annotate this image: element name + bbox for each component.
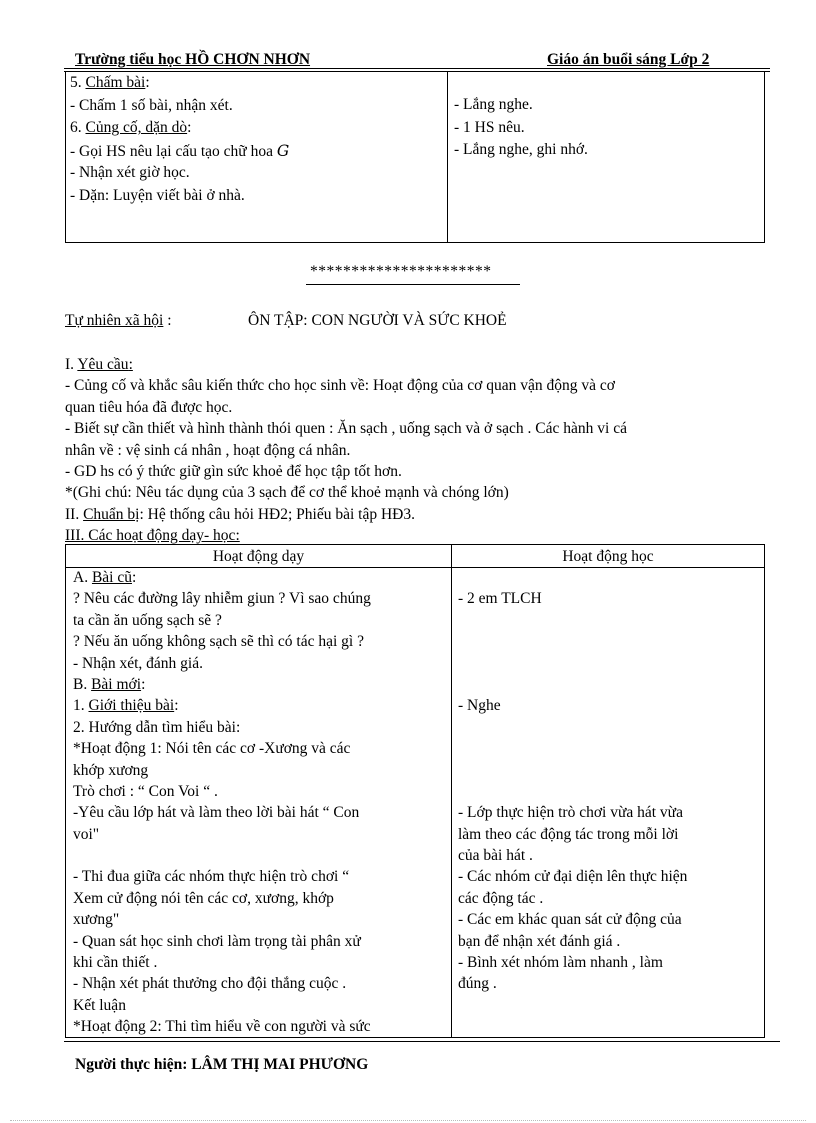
teacher-line: xương" xyxy=(73,911,120,929)
teacher-line: Xem cử động nói tên các cơ, xương, khớp xyxy=(73,889,334,907)
prep-line: II. Chuẩn bị: Hệ thống câu hỏi HĐ2; Phiếu bài tập HĐ3. xyxy=(65,505,415,523)
top-table-left xyxy=(70,72,289,208)
teacher-line: - Nhận xét, đánh giá. xyxy=(73,654,203,672)
requirements-line: quan tiêu hóa đã được học. xyxy=(65,398,233,416)
student-line xyxy=(458,653,687,674)
teacher-line: khớp xương xyxy=(73,761,149,779)
student-line: bạn để nhận xét đánh giá . xyxy=(458,932,621,950)
student-line: - Các nhóm cử đại diện lên thực hiện xyxy=(458,868,688,886)
col-student-header: Hoạt động học xyxy=(562,548,654,565)
requirements-line: *(Ghi chú: Nêu tác dụng của 3 sạch để cơ thể khoẻ mạnh và chóng lớn) xyxy=(65,484,509,502)
teacher-line: - Quan sát học sinh chơi làm trọng tài phân xử xyxy=(73,932,361,950)
teacher-line: Trò chơi : “ Con Voi “ . xyxy=(73,782,218,800)
header-rule xyxy=(64,68,770,69)
lesson-subject: Tự nhiên xã hội : xyxy=(65,312,172,329)
student-line xyxy=(458,631,687,652)
teacher-line: ? Nêu các đường lây nhiễm giun ? Vì sao chúng xyxy=(73,590,371,608)
separator-stars: ********************** xyxy=(310,263,492,280)
page-bottom-dotted-rule xyxy=(10,1120,806,1121)
teacher-line: - Nhận xét phát thưởng cho đội thắng cuộc . xyxy=(73,975,347,993)
student-line xyxy=(458,738,687,759)
student-line: - Các em khác quan sát cử động của xyxy=(458,911,682,929)
student-line: - 2 em TLCH xyxy=(458,590,542,608)
activities-heading: III. Các hoạt động dạy- học: xyxy=(65,527,240,545)
student-line: - Bình xét nhóm làm nhanh , làm xyxy=(458,954,663,972)
top-left-line: - Nhận xét giờ học. xyxy=(70,164,190,182)
requirements-line: - Củng cố và khắc sâu kiến thức cho học sinh về: Hoạt động của cơ quan vận động và cơ xyxy=(65,377,615,395)
header-plan: Giáo án buổi sáng Lớp 2 xyxy=(547,51,710,68)
teacher-line: khi cần thiết . xyxy=(73,954,158,972)
teacher-line: 1. Giới thiệu bài: xyxy=(73,697,179,715)
teacher-line: *Hoạt động 1: Nói tên các cơ -Xương và các xyxy=(73,740,351,758)
teacher-line: B. Bài mới: xyxy=(73,675,146,693)
requirements-heading: I. Yêu cầu: xyxy=(65,356,133,373)
top-left-line: - Dặn: Luyện viết bài ở nhà. xyxy=(70,186,245,204)
top-table-divider xyxy=(447,71,448,243)
header-school: Trường tiểu học HỒ CHƠN NHƠN xyxy=(75,51,311,68)
requirements-section xyxy=(65,354,627,547)
requirements-line: - GD hs có ý thức giữ gìn sức khoẻ để học tập tốt hơn. xyxy=(65,462,402,480)
student-line xyxy=(458,760,687,781)
student-line: - Nghe xyxy=(458,697,501,715)
requirements-line: nhân về : vệ sinh cá nhân , hoạt động cá nhân. xyxy=(65,441,351,459)
activities-table-divider xyxy=(451,544,452,1038)
top-left-line: - Chấm 1 số bài, nhận xét. xyxy=(70,96,233,114)
student-line xyxy=(458,781,687,802)
student-line: các động tác . xyxy=(458,889,544,907)
teacher-line: -Yêu cầu lớp hát và làm theo lời bài hát “ Con xyxy=(73,804,360,822)
teacher-line: Kết luận xyxy=(73,996,126,1014)
teacher-line: - Thi đua giữa các nhóm thực hiện trò chơi “ xyxy=(73,868,350,886)
top-left-line: 5. Chấm bài: xyxy=(70,74,150,91)
bottom-double-rule xyxy=(64,1041,780,1042)
top-right-line: - 1 HS nêu. xyxy=(454,118,525,136)
col-teacher-header: Hoạt động dạy xyxy=(212,548,305,565)
separator-rule xyxy=(306,284,520,285)
teacher-line: ? Nếu ăn uống không sạch sẽ thì có tác hại gì ? xyxy=(73,633,364,651)
teacher-line: ta cần ăn uống sạch sẽ ? xyxy=(73,611,222,629)
student-line: làm theo các động tác trong mỗi lời xyxy=(458,825,679,843)
student-column xyxy=(458,588,687,994)
teacher-line: *Hoạt động 2: Thi tìm hiểu về con người và sức xyxy=(73,1018,371,1036)
student-line: - Lớp thực hiện trò chơi vừa hát vừa xyxy=(458,804,683,822)
footer-author: Người thực hiện: LÂM THỊ MAI PHƯƠNG xyxy=(75,1056,369,1073)
teacher-line xyxy=(73,845,371,866)
top-left-line: 6. Củng cố, dặn dò: xyxy=(70,119,192,137)
teacher-line: 2. Hướng dẫn tìm hiểu bài: xyxy=(73,718,241,736)
top-right-line: - Lắng nghe. xyxy=(454,96,533,113)
requirements-line: - Biết sự cần thiết và hình thành thói quen : Ăn sạch , uống sạch và ở sạch . Các hành vi cá xyxy=(65,420,627,438)
student-line xyxy=(458,610,687,631)
teacher-line: A. Bài cũ: xyxy=(73,569,137,586)
student-line xyxy=(458,717,687,738)
lesson-title: ÔN TẬP: CON NGƯỜI VÀ SỨC KHOẺ xyxy=(248,312,507,329)
top-right-line: - Lắng nghe, ghi nhớ. xyxy=(454,141,588,159)
student-line xyxy=(458,674,687,695)
student-line: của bài hát . xyxy=(458,847,533,865)
teacher-line: voi" xyxy=(73,825,100,843)
student-line: đúng . xyxy=(458,975,497,993)
top-left-line: - Gọi HS nêu lại cấu tạo chữ hoa G xyxy=(70,141,290,160)
top-table-right xyxy=(454,94,588,162)
teacher-column xyxy=(73,567,371,1038)
